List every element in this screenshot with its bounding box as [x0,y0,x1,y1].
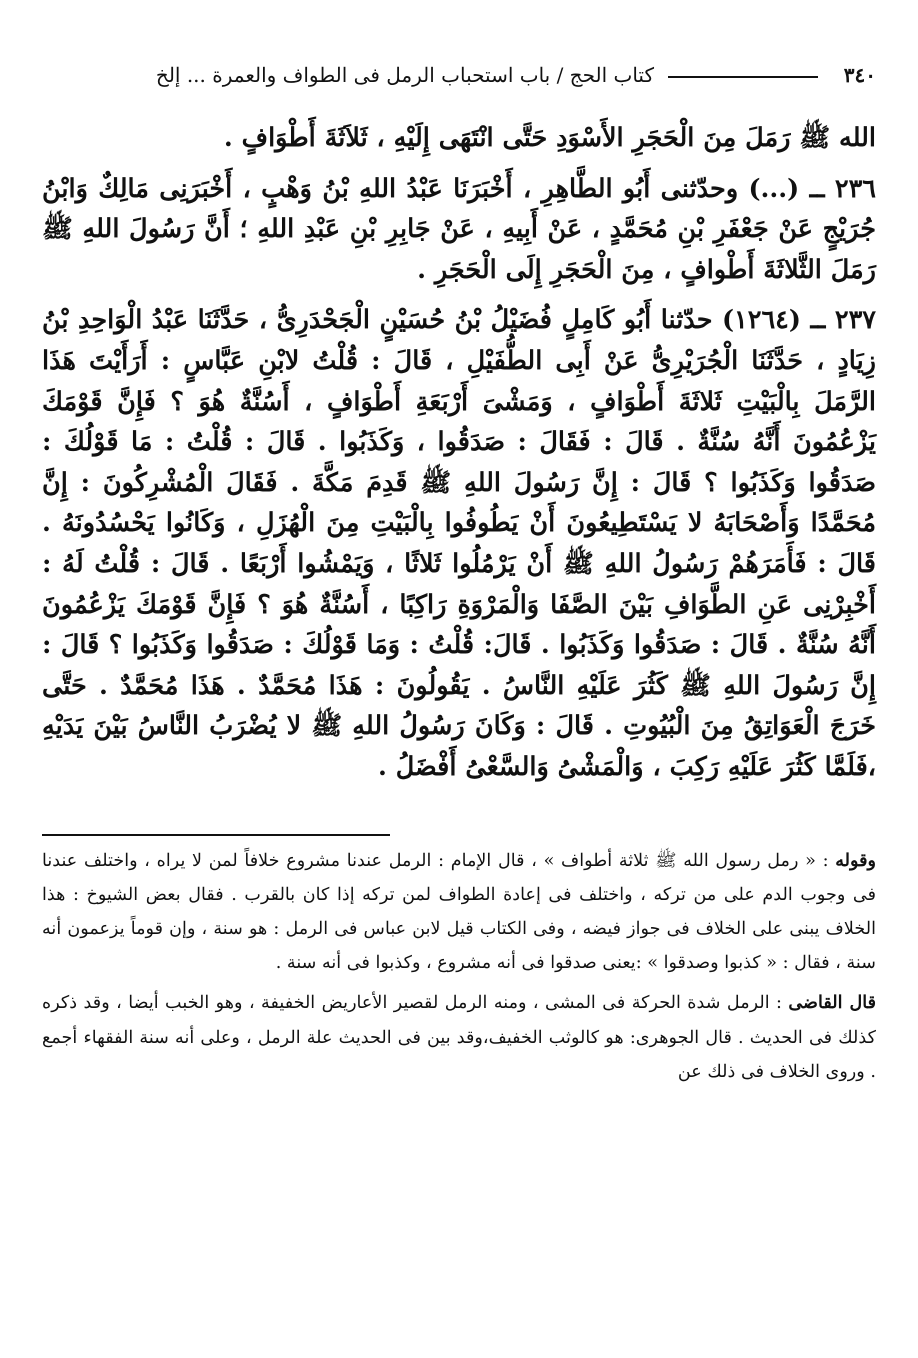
hadith-number: ٢٣٧ ــ [810,305,876,336]
chapter-title: كتاب الحج / باب استحباب الرمل فى الطواف والعمرة ... إلخ [155,63,654,87]
main-text [42,118,876,788]
hadith-237 [42,300,876,787]
commentary-text: : الرمل شدة الحركة فى المشى ، ومنه الرمل لقصير الأعاريض الخفيفة ، وهو الخبب أيضا ، وقد ذكره كذلك فى الحديث . قال الجوهرى: هو كالوثب الخفيف،وقد بين فى الحديث علة الرمل ، وعلى أنه سنة الفقهاء أجمع . وروى الخلاف فى ذلك عن [42,993,876,1082]
hadith-text: (١٢٦٤) حدّثنا أَبُو كَامِلٍ فُضَيْلُ بْنُ حُسَيْنٍ الْجَحْدَرِىُّ ، حَدَّثَنَا عَبْدُ الْوَاحِدِ بْنُ زِيَادٍ ، حَدَّثَنَا الْجُرَيْرِىُّ عَنْ أَبِى الطُّفَيْلِ ، قَالَ : قُلْتُ لابْنِ عَبَّاسٍ : أَرَأَيْتَ هَذَا الرَّمَلَ بِالْبَيْتِ ثَلاثَةَ أَطْوَافٍ ، وَمَشْىَ أَرْبَعَةِ أَطْوَافٍ ، أَسُنَّةٌ هُوَ ؟ فَإِنَّ قَوْمَكَ يَزْعُمُونَ أَنَّهُ سُنَّةٌ . قَالَ : فَقَالَ : صَدَقُوا ، وَكَذَبُوا . قَالَ : قُلْتُ : مَا قَوْلُكَ : صَدَقُوا وَكَذَبُوا ؟ قَالَ : إِنَّ رَسُولَ اللهِ ﷺ قَدِمَ مَكَّةَ . فَقَالَ الْمُشْرِكُونَ : إِنَّ مُحَمَّدًا وَأَصْحَابَهُ لا يَسْتَطِيعُونَ أَنْ يَطُوفُوا بِالْبَيْتِ مِنَ الْهُزَلِ ، وَكَانُوا يَحْسُدُونَهُ . قَالَ : فَأَمَرَهُمْ رَسُولُ اللهِ ﷺ أَنْ يَرْمُلُوا ثَلاثًا ، وَيَمْشُوا أَرْبَعًا . قَالَ : قُلْتُ لَهُ : أَخْبِرْنِى عَنِ الطَّوَافِ بَيْنَ الصَّفَا وَالْمَرْوَةِ رَاكِبًا ، أَسُنَّةٌ هُوَ ؟ فَإِنَّ قَوْمَكَ يَزْعُمُونَ أَنَّهُ سُنَّةٌ . قَالَ : صَدَقُوا وَكَذَبُوا . قَالَ: قُلْتُ : وَمَا قَوْلُكَ : صَدَقُوا وَكَذَبُوا ؟ قَالَ : إِنَّ رَسُولَ اللهِ ﷺ كَثُرَ عَلَيْهِ النَّاسُ . يَقُولُونَ : هَذَا مُحَمَّدٌ . هَذَا مُحَمَّدٌ . حَتَّى خَرَجَ الْعَوَاتِقُ مِنَ الْبُيُوتِ . قَالَ : وَكَانَ رَسُولُ اللهِ ﷺ لا يُضْرَبُ النَّاسُ بَيْنَ يَدَيْهِ ،فَلَمَّا كَثُرَ عَلَيْهِ رَكِبَ ، وَالْمَشْىُ وَالسَّعْىُ أَفْضَلُ . [42,305,876,782]
commentary-lead: قال القاضى [788,992,877,1014]
commentary-paragraph [42,844,876,981]
continued-paragraph: الله ﷺ رَمَلَ مِنَ الْحَجَرِ الأَسْوَدِ حَتَّى انْتَهَى إِلَيْهِ ، ثَلاَثَةَ أَطْوَافٍ . [223,123,876,153]
running-header [42,58,876,92]
commentary-footnotes [42,844,876,1089]
header-rule [668,76,818,78]
hadith-236 [42,169,876,291]
commentary-text: : « رمل رسول الله ﷺ ثلاثة أطواف » ، قال الإمام : الرمل عندنا مشروع خلافاً لمن لا يراه ، واختلف عندنا فى وجوب الدم على من تركه ، واختلف فى إعادة الطواف لمن تركه إذا كان بالقرب . فقال بعض الشيوخ : هذا الخلاف يبنى على الخلاف فى جواز فيضه ، وفى الكتاب قيل لابن عباس فى الرمل : هو سنة ، وإن قوماً يزعمون أنه سنة ، فقال : « كذبوا وصدقوا » :يعنى صدقوا فى أنه مشروع ، وكذبوا فى أنه سنة . [42,850,876,974]
footnote-separator [42,834,390,836]
page-number: ٣٤٠ [843,63,876,87]
commentary-paragraph [42,986,876,1089]
commentary-lead: وقوله [835,849,877,871]
book-page [42,58,876,1095]
hadith-text: (...) وحدّثنى أَبُو الطَّاهِرِ ، أَخْبَرَنَا عَبْدُ اللهِ بْنُ وَهْبٍ ، أَخْبَرَنِى مَالِكٌ وَابْنُ جُرَيْجٍ عَنْ جَعْفَرِ بْنِ مُحَمَّدٍ ، عَنْ أَبِيهِ ، عَنْ جَابِرِ بْنِ عَبْدِ اللهِ ؛ أَنَّ رَسُولَ اللهِ ﷺ رَمَلَ الثَّلاثَةَ أَطْوافٍ ، مِنَ الْحَجَرِ إِلَى الْحَجَرِ . [42,173,876,285]
hadith-number: ٢٣٦ ــ [809,173,876,204]
